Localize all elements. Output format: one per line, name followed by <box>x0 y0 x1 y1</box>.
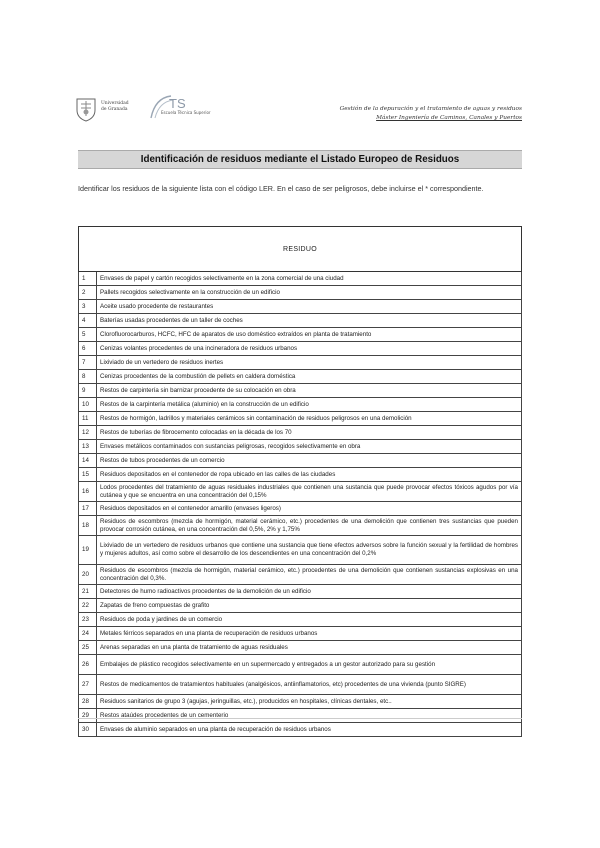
table-row <box>79 272 522 286</box>
row-description: Pallets recogidos selectivamente en la construcción de un edificio <box>97 286 522 300</box>
table-row <box>79 723 522 737</box>
university-seal-icon <box>75 96 97 122</box>
table-row <box>79 641 522 655</box>
row-number: 5 <box>79 328 97 342</box>
table-row <box>79 565 522 585</box>
table-row <box>79 613 522 627</box>
table-row <box>79 440 522 454</box>
course-header <box>340 105 522 123</box>
university-name <box>101 101 135 113</box>
row-description: Residuos de escombros (mezcla de hormigón, material cerámico, etc.) procedentes de una demolición que contienen tres sustancias que pueden provocar corrosión cutánea, en una concentración del 0,5%, 2% y 1,75% <box>97 516 522 536</box>
row-number: 29 <box>79 709 97 723</box>
row-number: 18 <box>79 516 97 536</box>
table-row <box>79 468 522 482</box>
university-line-2: de Granada <box>101 107 128 112</box>
row-description: Zapatas de freno compuestas de grafito <box>97 599 522 613</box>
row-description: Residuos depositados en el contenedor amarillo (envases ligeros) <box>97 502 522 516</box>
row-description: Clorofluorocarburos, HCFC, HFC de aparatos de uso doméstico extraídos en planta de tratamiento <box>97 328 522 342</box>
row-description: Metales férricos separados en una planta de recuperación de residuos urbanos <box>97 627 522 641</box>
table-row <box>79 300 522 314</box>
table-row <box>79 328 522 342</box>
table-row <box>79 426 522 440</box>
table-row <box>79 384 522 398</box>
table-row <box>79 502 522 516</box>
table-header-row <box>79 227 522 272</box>
row-number: 30 <box>79 723 97 737</box>
row-number: 12 <box>79 426 97 440</box>
row-description: Residuos depositados en el contenedor de ropa ubicado en las calles de las ciudades <box>97 468 522 482</box>
row-number: 7 <box>79 356 97 370</box>
row-description: Cenizas procedentes de la combustión de pellets en caldera doméstica <box>97 370 522 384</box>
row-description: Restos de hormigón, ladrillos y materiales cerámicos sin contaminación de residuos peligrosos en una demolición <box>97 412 522 426</box>
table-header-residuo: RESIDUO <box>79 227 522 272</box>
row-number: 17 <box>79 502 97 516</box>
table-row <box>79 599 522 613</box>
row-description: Residuos de escombros (mezcla de hormigón, material cerámico, etc.) procedentes de una demolición que contienen sustancias explosivas en una concentración del 0,3%. <box>97 565 522 585</box>
row-description: Cenizas volantes procedentes de una incineradora de residuos urbanos <box>97 342 522 356</box>
row-description: Lixiviado de un vertedero de residuos inertes <box>97 356 522 370</box>
header-logos <box>75 92 210 128</box>
row-description: Embalajes de plástico recogidos selectivamente en un supermercado y entregados a un gestor autorizado para su gestión <box>97 655 522 675</box>
row-description: Residuos sanitarios de grupo 3 (agujas, jeringuillas, etc.), producidos en hospitales, clínicas dentales, etc.. <box>97 695 522 709</box>
row-number: 14 <box>79 454 97 468</box>
row-description: Residuos de poda y jardines de un comercio <box>97 613 522 627</box>
row-description: Restos ataúdes procedentes de un cementerio <box>97 709 522 723</box>
course-title: Gestión de la depuración y el tratamiento de aguas y residuos <box>339 106 522 112</box>
row-number: 1 <box>79 272 97 286</box>
row-description: Arenas separadas en una planta de tratamiento de aguas residuales <box>97 641 522 655</box>
row-description: Envases de papel y cartón recogidos selectivamente en la zona comercial de una ciudad <box>97 272 522 286</box>
row-number: 8 <box>79 370 97 384</box>
row-description: Detectores de humo radioactivos procedentes de la demolición de un edificio <box>97 585 522 599</box>
row-number: 23 <box>79 613 97 627</box>
row-description: Restos de medicamentos de tratamientos habituales (analgésicos, antiinflamatorios, etc) procedentes de una vivienda (punto SIGRE) <box>97 675 522 695</box>
row-number: 13 <box>79 440 97 454</box>
row-number: 20 <box>79 565 97 585</box>
row-number: 2 <box>79 286 97 300</box>
table-row <box>79 356 522 370</box>
row-description: Envases de aluminio separados en una planta de recuperación de residuos urbanos <box>97 723 522 737</box>
university-line-1: Universidad <box>101 101 129 106</box>
row-description: Lixiviado de un vertedero de residuos urbanos que contiene una sustancia que tiene efectos adversos sobre la función sexual y la fertilidad de hombres y mujeres adultos, así como sobre el desarrollo de los descendientes en una concentración del 0,2% <box>97 536 522 565</box>
row-description: Restos de tubos procedentes de un comercio <box>97 454 522 468</box>
footer-divider <box>78 718 522 719</box>
row-number: 4 <box>79 314 97 328</box>
instructions-paragraph: Identificar los residuos de la siguiente lista con el código LER. En el caso de ser peligrosos, debe incluirse el * correspondiente. <box>78 184 484 193</box>
row-number: 19 <box>79 536 97 565</box>
table-row <box>79 454 522 468</box>
row-description: Lodos procedentes del tratamiento de aguas residuales industriales que contienen una sustancia que puede provocar efectos tóxicos agudos por vía cutánea y que se encuentra en una concentración del 0,15% <box>97 482 522 502</box>
waste-table <box>78 226 522 737</box>
row-description: Baterías usadas procedentes de un taller de coches <box>97 314 522 328</box>
table-row <box>79 536 522 565</box>
table-row <box>79 412 522 426</box>
row-number: 10 <box>79 398 97 412</box>
row-number: 26 <box>79 655 97 675</box>
row-description: Envases metálicos contaminados con sustancias peligrosas, recogidos selectivamente en obra <box>97 440 522 454</box>
course-degree: Máster Ingeniería de Caminos, Canales y Puertos <box>376 115 522 121</box>
school-logo-icon <box>147 92 207 122</box>
row-number: 6 <box>79 342 97 356</box>
table-row <box>79 314 522 328</box>
table-row <box>79 286 522 300</box>
row-description: Restos de la carpintería metálica (aluminio) en la construcción de un edificio <box>97 398 522 412</box>
row-number: 25 <box>79 641 97 655</box>
row-number: 3 <box>79 300 97 314</box>
row-number: 21 <box>79 585 97 599</box>
row-description: Restos de tuberías de fibrocemento colocadas en la década de los 70 <box>97 426 522 440</box>
row-number: 16 <box>79 482 97 502</box>
table-body <box>79 272 522 737</box>
row-number: 27 <box>79 675 97 695</box>
table-row <box>79 655 522 675</box>
row-number: 24 <box>79 627 97 641</box>
row-number: 9 <box>79 384 97 398</box>
table-row <box>79 709 522 723</box>
table-row <box>79 342 522 356</box>
row-number: 15 <box>79 468 97 482</box>
table-row <box>79 585 522 599</box>
table-row <box>79 516 522 536</box>
school-logo-text: TS <box>169 96 186 111</box>
table-row <box>79 482 522 502</box>
row-description: Aceite usado procedente de restaurantes <box>97 300 522 314</box>
row-description: Restos de carpintería sin barnizar procedente de su colocación en obra <box>97 384 522 398</box>
row-number: 28 <box>79 695 97 709</box>
page-title: Identificación de residuos mediante el Listado Europeo de Residuos <box>78 150 522 169</box>
school-logo-caption: Escuela Técnica Superior <box>161 110 211 115</box>
table-row <box>79 398 522 412</box>
waste-table-container <box>78 226 522 737</box>
table-row <box>79 695 522 709</box>
table-row <box>79 370 522 384</box>
row-number: 22 <box>79 599 97 613</box>
table-row <box>79 627 522 641</box>
row-number: 11 <box>79 412 97 426</box>
table-row <box>79 675 522 695</box>
